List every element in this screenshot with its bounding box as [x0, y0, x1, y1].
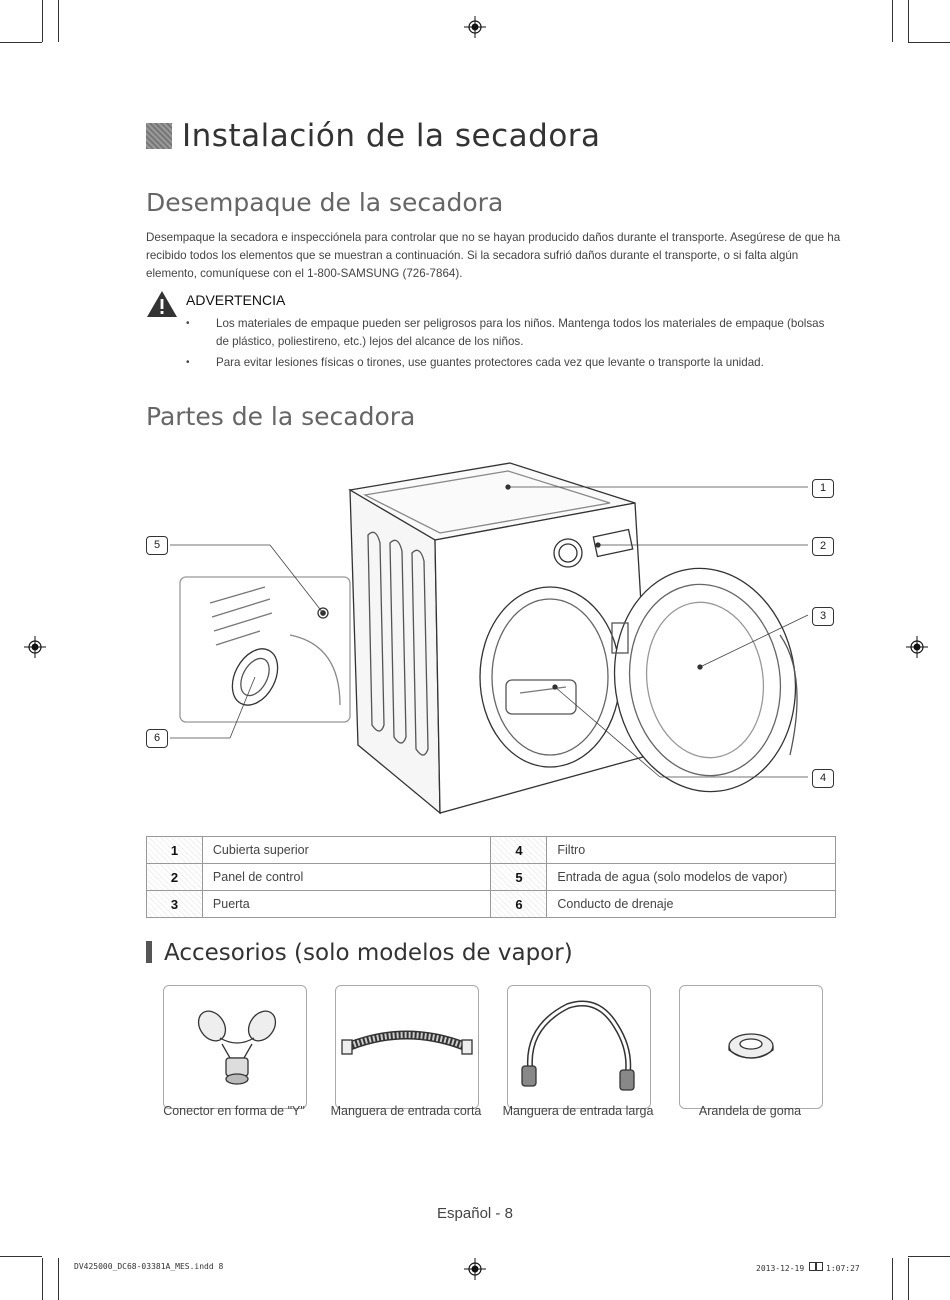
crop-mark — [908, 1258, 909, 1300]
parts-heading: Partes de la secadora — [146, 402, 416, 431]
short-hose-icon — [336, 986, 478, 1108]
accessory-label: Manguera de entrada larga — [502, 1104, 654, 1118]
warning-item: • Los materiales de empaque pueden ser peligrosos para los niños. Mantenga todos los materiales de empaque (bolsas de plástico, poliestireno, etc.) lejos del alcance de los niños. — [186, 315, 836, 351]
part-label: Filtro — [547, 837, 836, 864]
unpacking-body: Desempaque la secadora e inspecciónela para controlar que no se hayan producido daños durante el transporte. Asegúrese de que ha recibido todos los elementos que se muestran a continuación. Si la secadora sufrió daños durante el transporte, o si falta algún elemento, comuníquese con el 1-800-SAMSUNG (726-7864). — [146, 231, 841, 280]
registration-mark-icon — [906, 636, 928, 658]
accessory-box — [679, 985, 823, 1109]
page-title-text: Instalación de la secadora — [182, 118, 601, 154]
warning-title: ADVERTENCIA — [186, 292, 286, 308]
part-number: 1 — [147, 837, 203, 864]
crop-mark — [58, 0, 59, 42]
part-number: 2 — [147, 864, 203, 891]
accessories-heading-text: Accesorios (solo modelos de vapor) — [164, 940, 573, 966]
crop-mark — [0, 1256, 42, 1257]
dryer-diagram — [140, 455, 840, 825]
part-number: 4 — [491, 837, 547, 864]
part-label: Panel de control — [202, 864, 491, 891]
crop-mark — [892, 0, 893, 42]
rubber-washer-icon — [680, 986, 822, 1108]
part-label: Cubierta superior — [202, 837, 491, 864]
accessory-box — [335, 985, 479, 1109]
unpacking-heading: Desempaque de la secadora — [146, 188, 504, 217]
registration-mark-icon — [24, 636, 46, 658]
crop-mark — [42, 0, 43, 42]
slug-time: 1:07:27 — [826, 1264, 860, 1273]
part-label: Conducto de drenaje — [547, 891, 836, 918]
part-number: 6 — [491, 891, 547, 918]
accessory-label: Conector en forma de "Y" — [163, 1104, 305, 1118]
crop-mark — [42, 1258, 43, 1300]
crop-mark — [892, 1258, 893, 1300]
table-row — [147, 864, 836, 891]
registration-mark-icon — [464, 1258, 486, 1280]
callout-3: 3 — [812, 607, 834, 626]
part-number: 5 — [491, 864, 547, 891]
callout-2: 2 — [812, 537, 834, 556]
warning-triangle-icon — [146, 290, 178, 318]
date-slug — [756, 1262, 860, 1273]
accessories-heading — [146, 940, 573, 966]
accessory-box — [507, 985, 651, 1109]
file-slug: DV425000_DC68-03381A_MES.indd 8 — [74, 1262, 224, 1271]
registration-mark-icon — [464, 16, 486, 38]
crop-mark — [908, 0, 909, 42]
callout-5: 5 — [146, 536, 168, 555]
accessory-label: Manguera de entrada corta — [330, 1104, 482, 1118]
crop-mark — [58, 1258, 59, 1300]
crop-mark — [908, 1256, 950, 1257]
accessory-label: Arandela de goma — [698, 1104, 802, 1118]
part-label: Entrada de agua (solo modelos de vapor) — [547, 864, 836, 891]
crop-mark — [908, 42, 950, 43]
part-number: 3 — [147, 891, 203, 918]
warning-item: • Para evitar lesiones físicas o tirones, use guantes protectores cada vez que levante o transporte la unidad. — [186, 354, 836, 372]
crop-mark — [0, 42, 42, 43]
slug-date: 2013-12-19 — [756, 1264, 805, 1273]
section-square-icon — [146, 123, 172, 149]
part-label: Puerta — [202, 891, 491, 918]
heading-bar-icon — [146, 941, 152, 963]
parts-table — [146, 836, 836, 918]
warning-list — [186, 315, 836, 375]
y-connector-icon — [164, 986, 306, 1108]
page-number: Español - 8 — [437, 1205, 513, 1222]
callout-1: 1 — [812, 479, 834, 498]
long-hose-icon — [508, 986, 650, 1108]
table-row — [147, 837, 836, 864]
table-row — [147, 891, 836, 918]
page-title — [146, 118, 601, 154]
callout-4: 4 — [812, 769, 834, 788]
callout-6: 6 — [146, 729, 168, 748]
accessory-box — [163, 985, 307, 1109]
